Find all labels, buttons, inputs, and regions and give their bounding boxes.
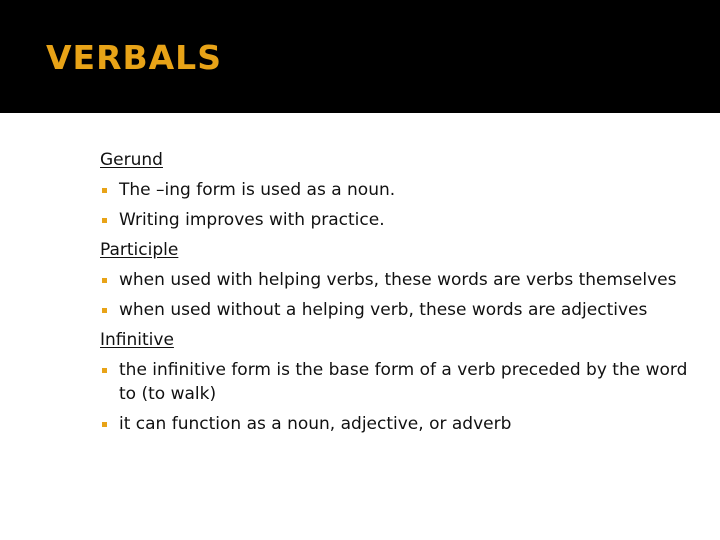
square-bullet-icon: [102, 308, 107, 313]
square-bullet-icon: [102, 218, 107, 223]
bullet-text: it can function as a noun, adjective, or adverb: [119, 414, 512, 434]
bullet-item: [100, 178, 690, 202]
square-bullet-icon: [102, 188, 107, 193]
square-bullet-icon: [102, 368, 107, 373]
bullet-item: [100, 208, 690, 232]
bullet-text: when used without a helping verb, these words are adjectives: [119, 300, 648, 320]
bullet-item: [100, 412, 690, 436]
slide-body: [100, 148, 690, 442]
section-heading-gerund: Gerund: [100, 150, 163, 170]
section-heading-infinitive: Infinitive: [100, 330, 174, 350]
bullet-text: the infinitive form is the base form of a verb preceded by the word to (to walk): [119, 360, 688, 404]
slide-title: VERBALS: [46, 38, 222, 77]
bullet-item: [100, 358, 690, 406]
bullet-text: when used with helping verbs, these words are verbs themselves: [119, 270, 677, 290]
title-bar: [0, 0, 720, 113]
section-heading-participle: Participle: [100, 240, 179, 260]
bullet-text: The –ing form is used as a noun.: [119, 180, 396, 200]
square-bullet-icon: [102, 422, 107, 427]
square-bullet-icon: [102, 278, 107, 283]
bullet-item: [100, 268, 690, 292]
bullet-item: [100, 298, 690, 322]
bullet-text: Writing improves with practice.: [119, 210, 385, 230]
